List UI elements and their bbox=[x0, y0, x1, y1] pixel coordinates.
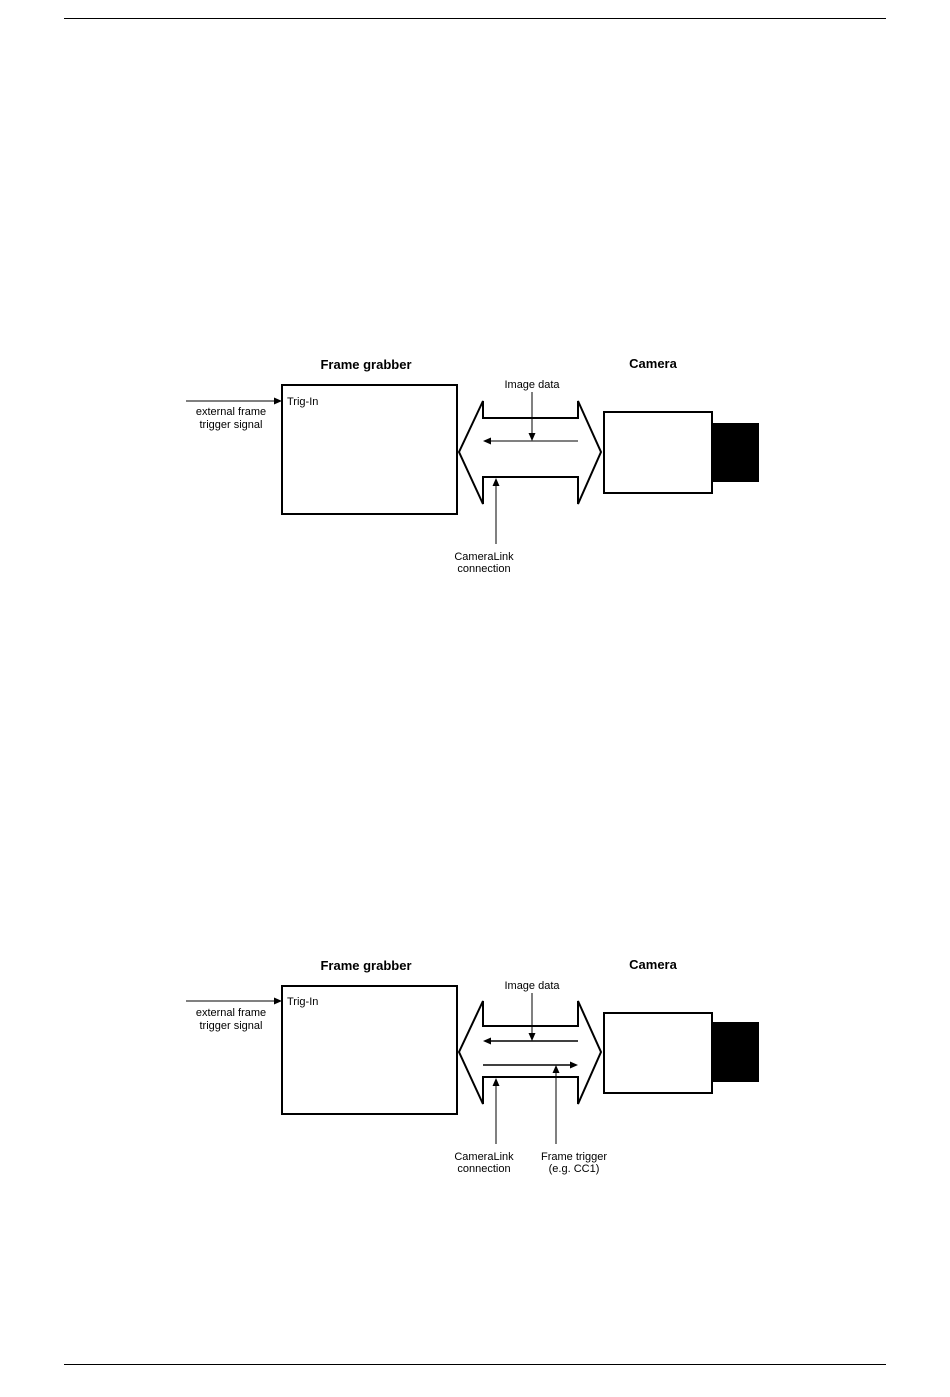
external-trigger-label-line2: trigger signal bbox=[199, 419, 263, 431]
cameralink-pointer-head bbox=[493, 478, 500, 486]
trig-in-label: Trig-In bbox=[287, 396, 319, 408]
trig-in-label: Trig-In bbox=[287, 996, 319, 1008]
cameralink-double-arrow bbox=[459, 1001, 601, 1104]
trigger-diagram-2 bbox=[0, 940, 950, 1200]
cameralink-label-line1: CameraLink bbox=[454, 551, 514, 563]
frame-grabber-title: Frame grabber bbox=[320, 357, 412, 372]
image-data-label: Image data bbox=[504, 980, 560, 992]
external-trigger-label-line1: external frame bbox=[195, 1007, 267, 1019]
camera-title: Camera bbox=[629, 356, 677, 371]
cameralink-double-arrow bbox=[459, 401, 601, 504]
trigger-diagram-1 bbox=[0, 340, 950, 600]
diagram-2-svg bbox=[0, 940, 950, 1200]
external-trigger-label-line2: trigger signal bbox=[199, 1020, 263, 1032]
diagram-1-svg bbox=[0, 340, 950, 600]
top-rule bbox=[64, 18, 886, 19]
camera-lens bbox=[713, 1022, 759, 1082]
frame-grabber-title: Frame grabber bbox=[320, 958, 412, 973]
cameralink-pointer-head bbox=[493, 1078, 500, 1086]
external-trigger-label-line1: external frame bbox=[195, 406, 267, 418]
camera-body bbox=[604, 412, 712, 493]
cameralink-label-line2: connection bbox=[457, 1163, 511, 1175]
camera-lens bbox=[713, 423, 759, 482]
external-trigger-arrowhead bbox=[274, 998, 282, 1005]
image-data-label: Image data bbox=[504, 379, 560, 391]
cameralink-label-line2: connection bbox=[457, 563, 511, 575]
camera-body bbox=[604, 1013, 712, 1093]
external-trigger-arrowhead bbox=[274, 398, 282, 405]
bottom-rule bbox=[64, 1364, 886, 1365]
frame-trigger-label-line1: Frame trigger bbox=[540, 1151, 608, 1163]
camera-title: Camera bbox=[629, 957, 677, 972]
frame-trigger-label-line2: (e.g. CC1) bbox=[548, 1163, 600, 1175]
cameralink-label-line1: CameraLink bbox=[454, 1151, 514, 1163]
